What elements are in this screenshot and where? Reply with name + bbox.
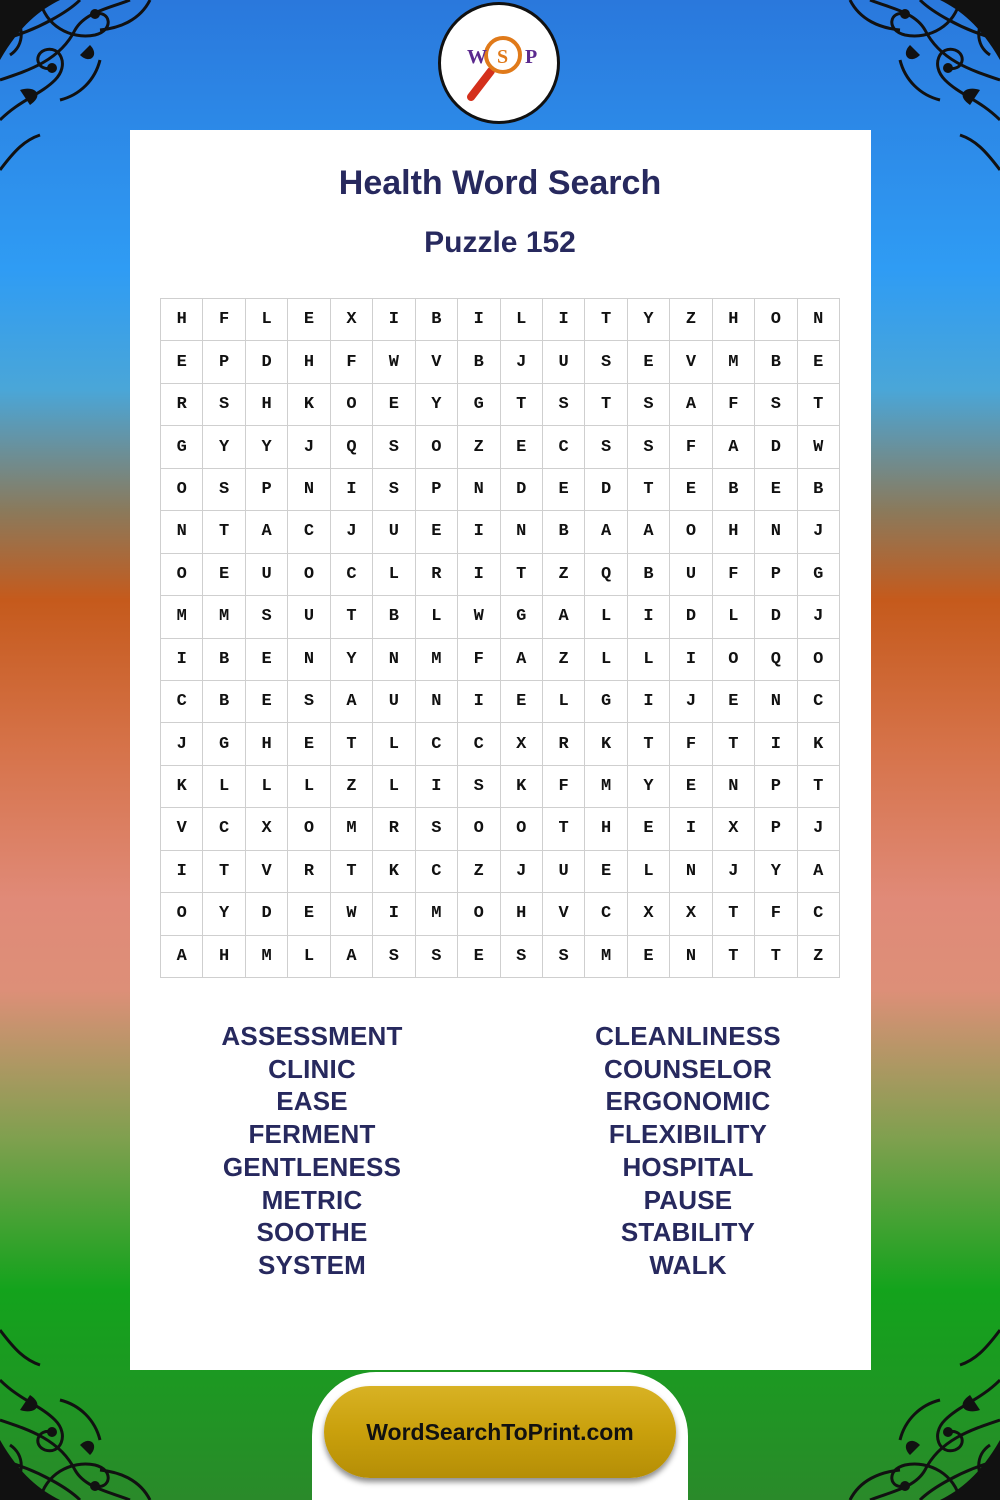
grid-cell[interactable]: B <box>628 554 670 596</box>
grid-cell[interactable]: T <box>628 723 670 765</box>
grid-cell[interactable]: W <box>458 596 500 638</box>
grid-cell[interactable]: S <box>288 681 330 723</box>
grid-cell[interactable]: Z <box>798 936 840 978</box>
website-link-button[interactable]: WordSearchToPrint.com <box>324 1386 676 1478</box>
grid-cell[interactable]: S <box>585 426 627 468</box>
word-list-item: CLINIC <box>268 1053 356 1084</box>
grid-cell[interactable]: B <box>543 511 585 553</box>
grid-cell[interactable]: E <box>161 341 203 383</box>
word-list-item: FLEXIBILITY <box>608 1119 768 1150</box>
grid-cell[interactable]: Y <box>331 639 373 681</box>
grid-cell[interactable]: M <box>713 341 755 383</box>
grid-cell[interactable]: O <box>288 808 330 850</box>
grid-cell[interactable]: L <box>713 596 755 638</box>
grid-cell[interactable]: Z <box>331 766 373 808</box>
grid-cell[interactable]: J <box>798 511 840 553</box>
grid-cell[interactable]: D <box>246 893 288 935</box>
grid-cell[interactable]: T <box>501 554 543 596</box>
grid-cell[interactable]: S <box>628 426 670 468</box>
word-list-item: CLEANLINESS <box>595 1021 781 1051</box>
grid-cell[interactable]: T <box>331 851 373 893</box>
grid-cell[interactable]: Y <box>246 426 288 468</box>
word-list-item: HOSPITAL <box>622 1151 754 1182</box>
grid-cell[interactable]: S <box>628 384 670 426</box>
grid-cell[interactable]: E <box>543 469 585 511</box>
grid-cell[interactable]: B <box>203 681 245 723</box>
grid-cell[interactable]: P <box>416 469 458 511</box>
grid-cell[interactable]: L <box>543 681 585 723</box>
grid-cell[interactable]: T <box>203 511 245 553</box>
grid-cell[interactable]: X <box>628 893 670 935</box>
grid-cell[interactable]: L <box>373 723 415 765</box>
grid-cell[interactable]: S <box>416 808 458 850</box>
grid-cell[interactable]: W <box>373 341 415 383</box>
grid-cell[interactable]: U <box>670 554 712 596</box>
grid-cell[interactable]: K <box>501 766 543 808</box>
grid-cell[interactable]: Z <box>458 426 500 468</box>
grid-cell[interactable]: L <box>373 554 415 596</box>
grid-cell[interactable]: L <box>501 299 543 341</box>
grid-cell[interactable]: I <box>373 299 415 341</box>
grid-cell[interactable]: H <box>713 299 755 341</box>
grid-cell[interactable]: A <box>246 511 288 553</box>
grid-cell[interactable]: Y <box>755 851 797 893</box>
grid-cell[interactable]: C <box>203 808 245 850</box>
grid-cell[interactable]: C <box>585 893 627 935</box>
grid-cell[interactable]: L <box>246 299 288 341</box>
grid-cell[interactable]: R <box>161 384 203 426</box>
grid-cell[interactable]: S <box>373 469 415 511</box>
grid-cell[interactable]: T <box>713 893 755 935</box>
grid-cell[interactable]: X <box>246 808 288 850</box>
grid-cell[interactable]: E <box>628 808 670 850</box>
grid-cell[interactable]: S <box>458 766 500 808</box>
grid-cell[interactable]: J <box>161 723 203 765</box>
grid-cell[interactable]: A <box>501 639 543 681</box>
grid-cell[interactable]: Q <box>331 426 373 468</box>
grid-cell[interactable]: O <box>161 893 203 935</box>
word-list-item: SOOTHE <box>256 1217 368 1248</box>
grid-cell[interactable]: G <box>585 681 627 723</box>
grid-cell[interactable]: E <box>628 341 670 383</box>
grid-cell[interactable]: U <box>373 681 415 723</box>
grid-cell[interactable]: M <box>203 596 245 638</box>
grid-cell[interactable]: O <box>670 511 712 553</box>
grid-cell[interactable]: B <box>713 469 755 511</box>
grid-cell[interactable]: Y <box>203 893 245 935</box>
word-list-item: ERGONOMIC <box>605 1086 771 1117</box>
grid-cell[interactable]: F <box>670 426 712 468</box>
grid-cell[interactable]: O <box>458 893 500 935</box>
grid-cell[interactable]: L <box>288 766 330 808</box>
grid-cell[interactable]: I <box>628 681 670 723</box>
word-list-left <box>132 1020 492 1282</box>
grid-cell[interactable]: R <box>543 723 585 765</box>
grid-cell[interactable]: I <box>416 766 458 808</box>
grid-cell[interactable]: J <box>798 808 840 850</box>
grid-cell[interactable]: N <box>288 469 330 511</box>
grid-cell[interactable]: T <box>798 766 840 808</box>
grid-cell[interactable]: E <box>458 936 500 978</box>
grid-cell[interactable]: B <box>458 341 500 383</box>
grid-cell[interactable]: A <box>670 384 712 426</box>
grid-cell[interactable]: E <box>585 851 627 893</box>
grid-cell[interactable]: U <box>288 596 330 638</box>
grid-cell[interactable]: E <box>628 936 670 978</box>
grid-cell[interactable]: C <box>416 851 458 893</box>
grid-cell[interactable]: B <box>373 596 415 638</box>
grid-cell[interactable]: P <box>203 341 245 383</box>
grid-cell[interactable]: N <box>161 511 203 553</box>
grid-cell[interactable]: L <box>288 936 330 978</box>
word-list-item: PAUSE <box>643 1184 733 1215</box>
grid-cell[interactable]: E <box>373 384 415 426</box>
grid-cell[interactable]: H <box>246 384 288 426</box>
grid-cell[interactable]: T <box>798 384 840 426</box>
grid-cell[interactable]: C <box>458 723 500 765</box>
grid-cell[interactable]: L <box>203 766 245 808</box>
grid-cell[interactable]: D <box>670 596 712 638</box>
magnifier-icon <box>449 13 549 113</box>
grid-cell[interactable]: X <box>713 808 755 850</box>
grid-cell[interactable]: N <box>755 511 797 553</box>
grid-cell[interactable]: I <box>543 299 585 341</box>
grid-cell[interactable]: E <box>713 681 755 723</box>
logo-letter-s: S <box>497 46 509 68</box>
grid-cell[interactable]: D <box>755 596 797 638</box>
grid-cell[interactable]: H <box>246 723 288 765</box>
word-list-right <box>508 1020 868 1282</box>
grid-cell[interactable]: I <box>458 681 500 723</box>
grid-cell[interactable]: H <box>161 299 203 341</box>
grid-cell[interactable]: V <box>416 341 458 383</box>
grid-cell[interactable]: C <box>543 426 585 468</box>
grid-cell[interactable]: C <box>798 893 840 935</box>
grid-cell[interactable]: N <box>670 936 712 978</box>
grid-cell[interactable]: T <box>331 596 373 638</box>
grid-cell[interactable]: F <box>713 554 755 596</box>
grid-cell[interactable]: N <box>373 639 415 681</box>
grid-cell[interactable]: H <box>713 511 755 553</box>
grid-cell[interactable]: M <box>585 766 627 808</box>
grid-cell[interactable]: E <box>670 766 712 808</box>
grid-cell[interactable]: F <box>543 766 585 808</box>
grid-cell[interactable]: A <box>585 511 627 553</box>
word-list-item: SYSTEM <box>257 1249 367 1280</box>
word-list-item: STABILITY <box>620 1217 756 1248</box>
grid-cell[interactable]: E <box>755 469 797 511</box>
grid-cell[interactable]: K <box>288 384 330 426</box>
grid-cell[interactable]: U <box>246 554 288 596</box>
grid-cell[interactable]: N <box>798 299 840 341</box>
grid-cell[interactable]: N <box>288 639 330 681</box>
grid-cell[interactable]: N <box>501 511 543 553</box>
grid-cell[interactable]: H <box>203 936 245 978</box>
grid-cell[interactable]: Z <box>543 554 585 596</box>
grid-cell[interactable]: I <box>331 469 373 511</box>
grid-cell[interactable]: E <box>670 469 712 511</box>
grid-cell[interactable]: I <box>161 851 203 893</box>
grid-cell[interactable]: O <box>161 554 203 596</box>
grid-cell[interactable]: M <box>246 936 288 978</box>
grid-cell[interactable]: X <box>670 893 712 935</box>
grid-cell[interactable]: A <box>798 851 840 893</box>
grid-cell[interactable]: D <box>585 469 627 511</box>
grid-cell[interactable]: F <box>331 341 373 383</box>
grid-cell[interactable]: T <box>501 384 543 426</box>
grid-cell[interactable]: Y <box>628 299 670 341</box>
grid-cell[interactable]: S <box>203 384 245 426</box>
grid-cell[interactable]: X <box>501 723 543 765</box>
grid-cell[interactable]: C <box>331 554 373 596</box>
grid-cell[interactable]: Y <box>416 384 458 426</box>
grid-cell[interactable]: I <box>628 596 670 638</box>
grid-cell[interactable]: E <box>416 511 458 553</box>
grid-cell[interactable]: L <box>628 851 670 893</box>
logo-letter-p: P <box>525 46 538 68</box>
grid-cell[interactable]: T <box>628 469 670 511</box>
grid-cell[interactable]: U <box>373 511 415 553</box>
grid-cell[interactable]: O <box>713 639 755 681</box>
grid-cell[interactable]: K <box>798 723 840 765</box>
grid-cell[interactable]: V <box>670 341 712 383</box>
grid-cell[interactable]: S <box>203 469 245 511</box>
grid-cell[interactable]: O <box>798 639 840 681</box>
grid-cell[interactable]: P <box>755 808 797 850</box>
grid-cell[interactable]: Z <box>543 639 585 681</box>
grid-cell[interactable]: G <box>798 554 840 596</box>
word-list-item: GENTLENESS <box>222 1151 402 1182</box>
grid-cell[interactable]: F <box>755 893 797 935</box>
grid-cell[interactable]: F <box>203 299 245 341</box>
grid-cell[interactable]: J <box>501 341 543 383</box>
grid-cell[interactable]: Z <box>458 851 500 893</box>
grid-cell[interactable]: T <box>713 936 755 978</box>
grid-cell[interactable]: T <box>755 936 797 978</box>
grid-cell[interactable]: J <box>288 426 330 468</box>
grid-cell[interactable]: F <box>458 639 500 681</box>
grid-cell[interactable]: M <box>416 639 458 681</box>
grid-cell[interactable]: X <box>331 299 373 341</box>
grid-cell[interactable]: D <box>501 469 543 511</box>
grid-cell[interactable]: E <box>288 723 330 765</box>
grid-cell[interactable]: N <box>458 469 500 511</box>
grid-cell[interactable]: G <box>203 723 245 765</box>
grid-cell[interactable]: A <box>713 426 755 468</box>
grid-cell[interactable]: A <box>543 596 585 638</box>
grid-cell[interactable]: C <box>161 681 203 723</box>
grid-cell[interactable]: L <box>585 639 627 681</box>
grid-cell[interactable]: W <box>798 426 840 468</box>
grid-cell[interactable]: G <box>501 596 543 638</box>
grid-cell[interactable]: J <box>798 596 840 638</box>
grid-cell[interactable]: L <box>416 596 458 638</box>
word-list-item: FERMENT <box>248 1119 376 1150</box>
grid-cell[interactable]: A <box>161 936 203 978</box>
grid-cell[interactable]: T <box>331 723 373 765</box>
logo-letter-w: W <box>467 46 487 68</box>
grid-cell[interactable]: I <box>755 723 797 765</box>
grid-cell[interactable]: K <box>161 766 203 808</box>
grid-cell[interactable]: T <box>585 384 627 426</box>
grid-cell[interactable]: G <box>161 426 203 468</box>
grid-cell[interactable]: H <box>501 893 543 935</box>
grid-cell[interactable]: B <box>755 341 797 383</box>
grid-cell[interactable]: V <box>543 893 585 935</box>
grid-cell[interactable]: T <box>585 299 627 341</box>
grid-cell[interactable]: J <box>331 511 373 553</box>
grid-cell[interactable]: Z <box>670 299 712 341</box>
grid-cell[interactable]: E <box>246 681 288 723</box>
grid-cell[interactable]: B <box>416 299 458 341</box>
grid-cell[interactable]: L <box>246 766 288 808</box>
grid-cell[interactable]: E <box>288 299 330 341</box>
grid-cell[interactable]: E <box>288 893 330 935</box>
grid-cell[interactable]: Q <box>585 554 627 596</box>
grid-cell[interactable]: J <box>501 851 543 893</box>
grid-cell[interactable]: S <box>543 384 585 426</box>
grid-cell[interactable]: V <box>246 851 288 893</box>
grid-cell[interactable]: I <box>670 639 712 681</box>
grid-cell[interactable]: M <box>416 893 458 935</box>
puzzle-number: Puzzle 152 <box>424 226 576 259</box>
grid-cell[interactable]: K <box>585 723 627 765</box>
grid-cell[interactable]: N <box>755 681 797 723</box>
grid-cell[interactable]: O <box>161 469 203 511</box>
grid-cell[interactable]: H <box>288 341 330 383</box>
grid-cell[interactable]: P <box>755 766 797 808</box>
grid-cell[interactable]: I <box>373 893 415 935</box>
grid-cell[interactable]: M <box>585 936 627 978</box>
grid-cell[interactable]: R <box>416 554 458 596</box>
grid-cell[interactable]: S <box>246 596 288 638</box>
grid-cell[interactable]: I <box>458 299 500 341</box>
grid-cell[interactable]: J <box>713 851 755 893</box>
grid-cell[interactable]: S <box>416 936 458 978</box>
page-title: Health Word Search <box>338 164 662 202</box>
grid-cell[interactable]: A <box>628 511 670 553</box>
grid-cell[interactable]: D <box>755 426 797 468</box>
grid-cell[interactable]: F <box>713 384 755 426</box>
wsp-logo[interactable] <box>438 2 560 124</box>
grid-cell[interactable]: S <box>755 384 797 426</box>
grid-cell[interactable]: A <box>331 936 373 978</box>
grid-cell[interactable]: Q <box>755 639 797 681</box>
grid-cell[interactable]: U <box>543 851 585 893</box>
grid-cell[interactable]: H <box>585 808 627 850</box>
grid-cell[interactable]: V <box>161 808 203 850</box>
grid-cell[interactable]: C <box>798 681 840 723</box>
grid-cell[interactable]: M <box>331 808 373 850</box>
grid-cell[interactable]: L <box>628 639 670 681</box>
grid-cell[interactable]: Y <box>203 426 245 468</box>
grid-cell[interactable]: L <box>585 596 627 638</box>
grid-cell[interactable]: C <box>416 723 458 765</box>
grid-cell[interactable]: S <box>585 341 627 383</box>
grid-cell[interactable]: T <box>713 723 755 765</box>
grid-cell[interactable]: E <box>501 426 543 468</box>
grid-cell[interactable]: O <box>501 808 543 850</box>
grid-cell[interactable]: O <box>288 554 330 596</box>
grid-cell[interactable]: P <box>755 554 797 596</box>
grid-cell[interactable]: S <box>543 936 585 978</box>
grid-cell[interactable]: D <box>246 341 288 383</box>
grid-cell[interactable]: M <box>161 596 203 638</box>
word-list-item: ASSESSMENT <box>221 1021 403 1051</box>
letter-grid <box>160 298 840 978</box>
grid-cell[interactable]: I <box>670 808 712 850</box>
grid-cell[interactable]: C <box>288 511 330 553</box>
word-list-item: COUNSELOR <box>604 1053 772 1084</box>
grid-cell[interactable]: E <box>203 554 245 596</box>
grid-cell[interactable]: N <box>713 766 755 808</box>
grid-cell[interactable]: A <box>331 681 373 723</box>
grid-cell[interactable]: R <box>288 851 330 893</box>
grid-cell[interactable]: B <box>798 469 840 511</box>
grid-cell[interactable]: O <box>755 299 797 341</box>
grid-cell[interactable]: K <box>373 851 415 893</box>
grid-cell[interactable]: E <box>798 341 840 383</box>
grid-cell[interactable]: O <box>416 426 458 468</box>
grid-cell[interactable]: F <box>670 723 712 765</box>
grid-cell[interactable]: U <box>543 341 585 383</box>
grid-cell[interactable]: J <box>670 681 712 723</box>
grid-cell[interactable]: N <box>670 851 712 893</box>
grid-cell[interactable]: G <box>458 384 500 426</box>
word-list-item: METRIC <box>261 1184 363 1215</box>
grid-cell[interactable]: B <box>203 639 245 681</box>
grid-cell[interactable]: W <box>331 893 373 935</box>
grid-cell[interactable]: T <box>203 851 245 893</box>
grid-cell[interactable]: O <box>331 384 373 426</box>
grid-cell[interactable]: L <box>373 766 415 808</box>
word-list-item: WALK <box>649 1249 727 1280</box>
grid-cell[interactable]: N <box>416 681 458 723</box>
grid-cell[interactable]: E <box>501 681 543 723</box>
grid-cell[interactable]: I <box>458 554 500 596</box>
word-list-item: EASE <box>276 1086 348 1117</box>
grid-cell[interactable]: I <box>458 511 500 553</box>
grid-cell[interactable]: S <box>373 426 415 468</box>
grid-cell[interactable]: O <box>458 808 500 850</box>
grid-cell[interactable]: Y <box>628 766 670 808</box>
grid-cell[interactable]: S <box>501 936 543 978</box>
grid-cell[interactable]: S <box>373 936 415 978</box>
grid-cell[interactable]: I <box>161 639 203 681</box>
grid-cell[interactable]: E <box>246 639 288 681</box>
grid-cell[interactable]: P <box>246 469 288 511</box>
grid-cell[interactable]: T <box>543 808 585 850</box>
grid-cell[interactable]: R <box>373 808 415 850</box>
